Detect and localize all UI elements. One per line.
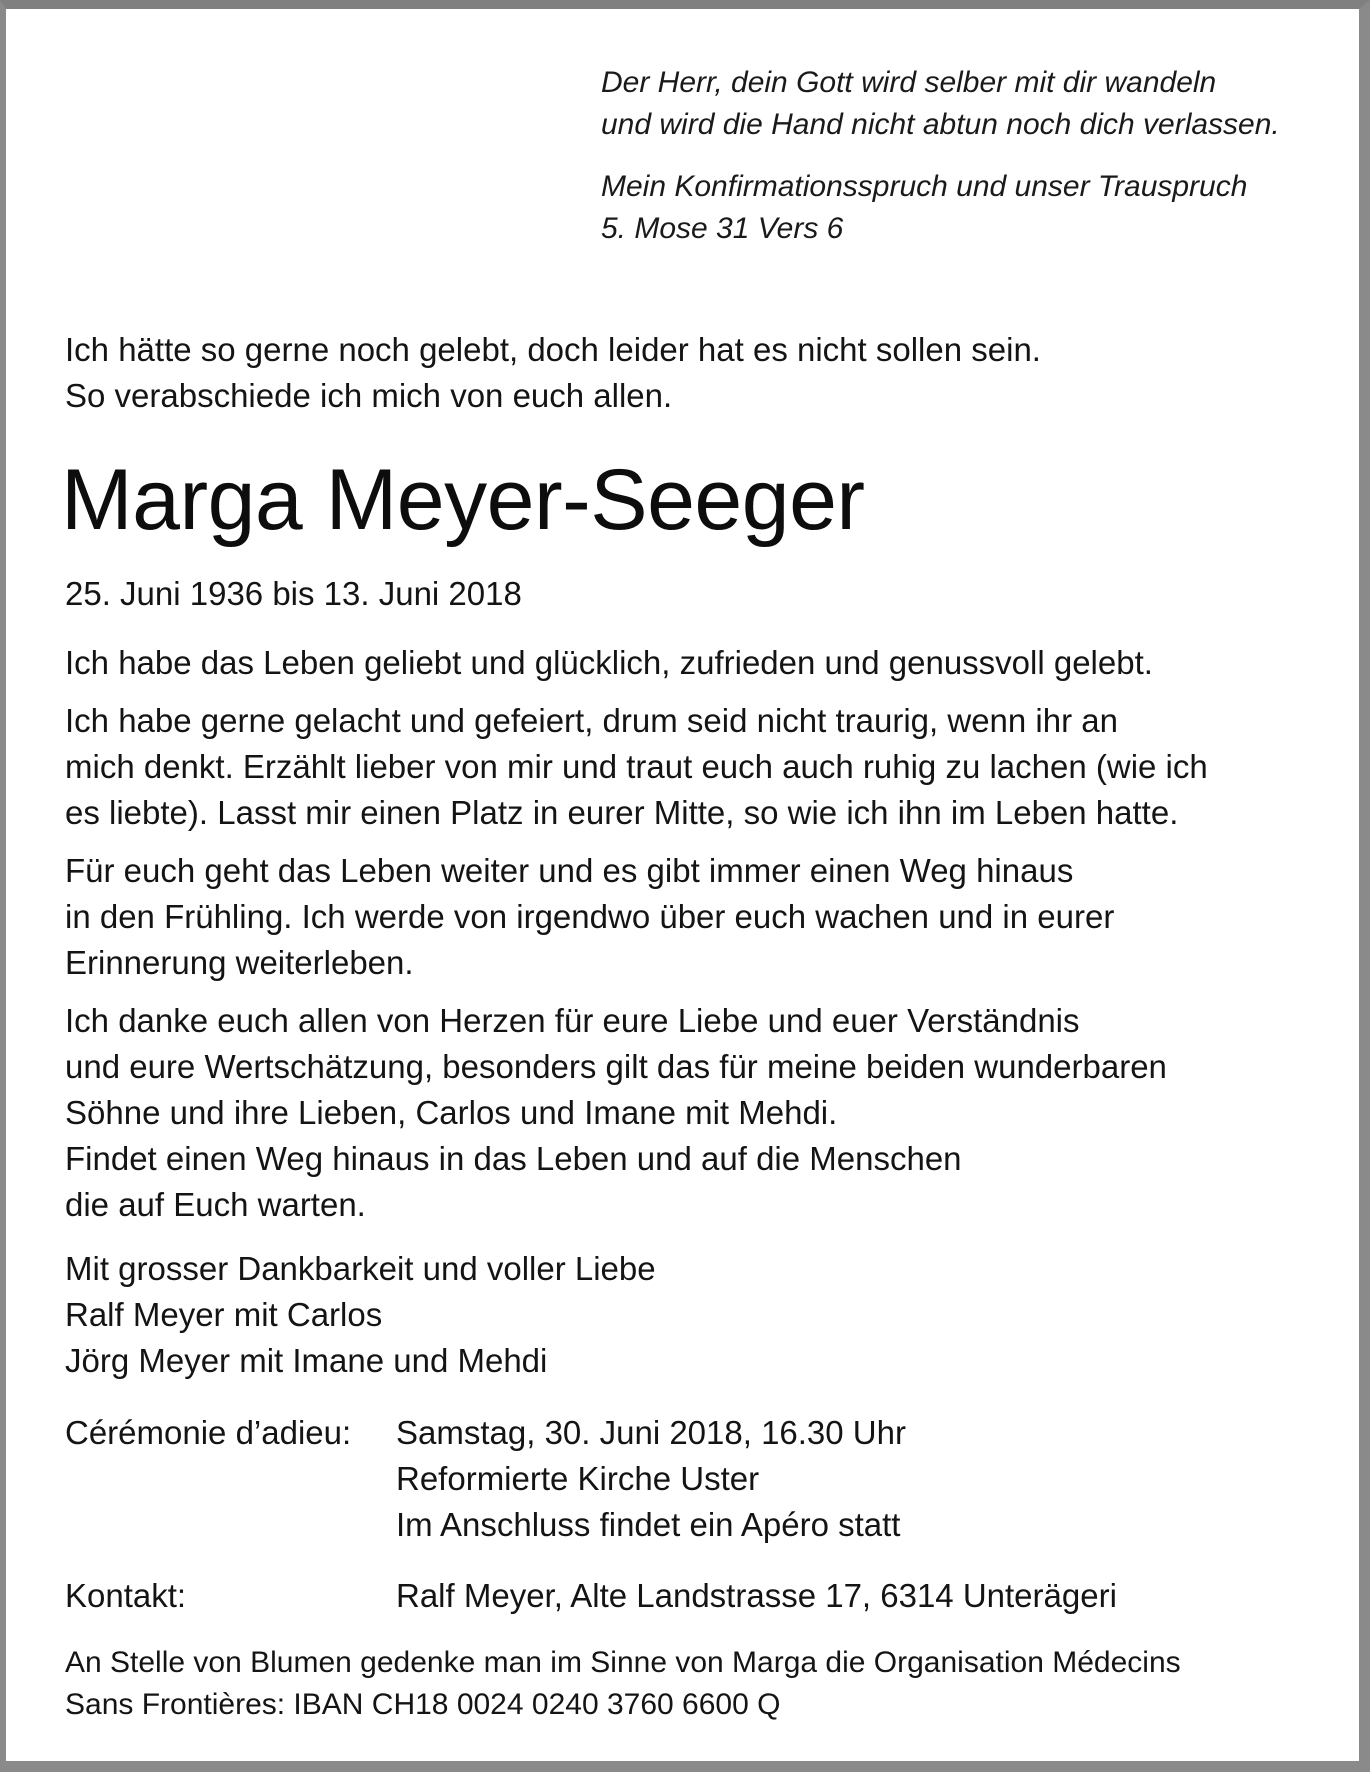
- contact-label: Kontakt:: [65, 1577, 187, 1614]
- farewell-message: [65, 640, 1335, 1240]
- paragraph-line: Ich habe das Leben geliebt und glücklich, zufrieden und genussvoll gelebt.: [65, 644, 1153, 681]
- donation-line: An Stelle von Blumen gedenke man im Sinne von Marga die Organisation Médecins: [65, 1646, 1181, 1679]
- paragraph: [65, 640, 1335, 686]
- paragraph-line: die auf Euch warten.: [65, 1186, 366, 1223]
- signer-line: Mit grosser Dankbarkeit und voller Liebe: [65, 1250, 656, 1287]
- donation-line: Sans Frontières: IBAN CH18 0024 0240 3760 6600 Q: [65, 1688, 781, 1721]
- ceremony-label: Cérémonie d’adieu:: [65, 1414, 352, 1451]
- signer-line: Ralf Meyer mit Carlos: [65, 1296, 383, 1333]
- ceremony-line: Im Anschluss findet ein Apéro statt: [396, 1506, 901, 1543]
- life-dates: 25. Juni 1936 bis 13. Juni 2018: [65, 575, 522, 612]
- signers-block: [65, 1246, 656, 1384]
- paragraph-line: Söhne und ihre Lieben, Carlos und Imane mit Mehdi.: [65, 1094, 838, 1131]
- ceremony-info: [65, 1410, 906, 1548]
- ceremony-line: Reformierte Kirche Uster: [396, 1460, 760, 1497]
- contact-value: Ralf Meyer, Alte Landstrasse 17, 6314 Unterägeri: [396, 1577, 1117, 1614]
- contact-info: [65, 1573, 1117, 1619]
- intro-line: So verabschiede ich mich von euch allen.: [65, 377, 673, 414]
- verse-source-line: Mein Konfirmationsspruch und unser Trauspruch: [601, 170, 1248, 203]
- ceremony-details: [396, 1410, 906, 1548]
- intro-line: Ich hätte so gerne noch gelebt, doch leider hat es nicht sollen sein.: [65, 331, 1041, 368]
- bible-verse-motto: [601, 62, 1341, 250]
- paragraph-line: Erinnerung weiterleben.: [65, 944, 414, 981]
- verse-source-line: 5. Mose 31 Vers 6: [601, 212, 844, 245]
- paragraph-line: es liebte). Lasst mir einen Platz in eurer Mitte, so wie ich ihn im Leben hatte.: [65, 794, 1179, 831]
- paragraph-line: Ich habe gerne gelacht und gefeiert, drum seid nicht traurig, wenn ihr an: [65, 702, 1118, 739]
- intro-text: [65, 327, 1041, 419]
- ceremony-line: Samstag, 30. Juni 2018, 16.30 Uhr: [396, 1414, 906, 1451]
- donation-note: [65, 1642, 1335, 1726]
- verse-line: und wird die Hand nicht abtun noch dich verlassen.: [601, 108, 1280, 141]
- paragraph-line: in den Frühling. Ich werde von irgendwo über euch wachen und in eurer: [65, 898, 1115, 935]
- verse-line: Der Herr, dein Gott wird selber mit dir wandeln: [601, 66, 1217, 99]
- signer-line: Jörg Meyer mit Imane und Mehdi: [65, 1342, 548, 1379]
- paragraph-line: mich denkt. Erzählt lieber von mir und traut euch auch ruhig zu lachen (wie ich: [65, 748, 1208, 785]
- paragraph-line: und eure Wertschätzung, besonders gilt das für meine beiden wunderbaren: [65, 1048, 1167, 1085]
- paragraph-line: Ich danke euch allen von Herzen für eure Liebe und euer Verständnis: [65, 1002, 1080, 1039]
- paragraph-line: Für euch geht das Leben weiter und es gibt immer einen Weg hinaus: [65, 852, 1074, 889]
- paragraph: [65, 848, 1335, 986]
- paragraph: [65, 698, 1335, 836]
- paragraph: [65, 998, 1335, 1228]
- paragraph-line: Findet einen Weg hinaus in das Leben und auf die Menschen: [65, 1140, 962, 1177]
- deceased-name: Marga Meyer-Seeger: [61, 452, 865, 548]
